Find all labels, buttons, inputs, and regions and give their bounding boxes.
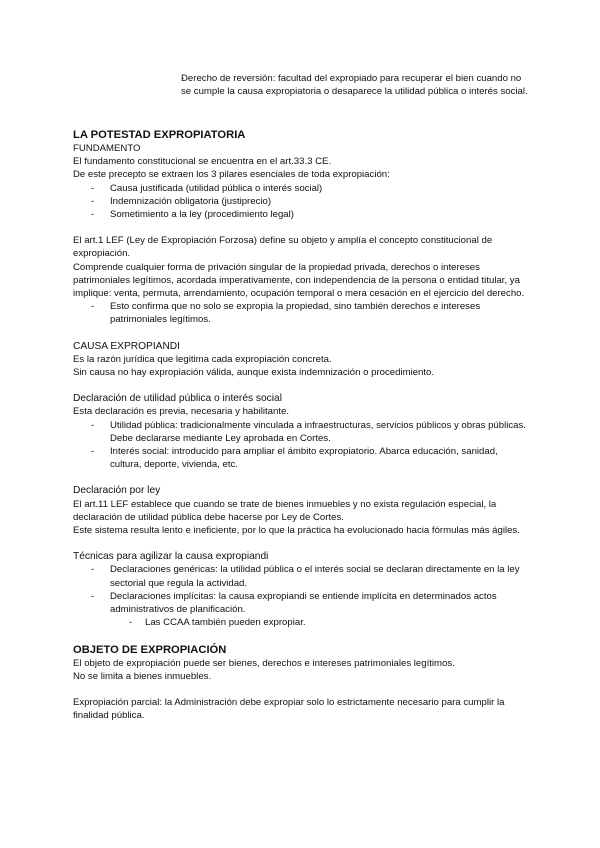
list-item: - Sometimiento a la ley (procedimiento legal) xyxy=(73,208,528,221)
paragraph: Esta declaración es previa, necesaria y habilitante. xyxy=(73,406,289,418)
paragraph: No se limita a bienes inmuebles. xyxy=(73,670,212,682)
list-item: - Declaraciones implícitas: la causa expropiandi se entiende implícita en determinados actos administrativos de planificación. xyxy=(73,590,528,616)
paragraph: El objeto de expropiación puede ser bienes, derechos e intereses patrimoniales legítimos. xyxy=(73,657,455,669)
paragraph: El fundamento constitucional se encuentra en el art.33.3 CE. xyxy=(73,156,332,168)
list-item: - Interés social: introducido para ampliar el ámbito expropiatorio. Abarca educación, sanidad, cultura, deporte, vivienda, etc. xyxy=(73,445,528,471)
list-item: - Indemnización obligatoria (justiprecio) xyxy=(73,195,528,208)
section-title-potestad: LA POTESTAD EXPROPIATORIA xyxy=(73,129,246,141)
paragraph: Este sistema resulta lento e ineficiente, por lo que la práctica ha evolucionado hacia fórmulas más ágiles. xyxy=(73,525,520,537)
section-title-objeto: OBJETO DE EXPROPIACIÓN xyxy=(73,643,227,656)
subheading-declaracion-ley: Declaración por ley xyxy=(73,485,161,497)
paragraph: Expropiación parcial: la Administración debe expropiar solo lo estrictamente necesario para cumplir la finalidad pública. xyxy=(73,696,505,722)
subheading-declaracion-utilidad: Declaración de utilidad pública o interés social xyxy=(73,393,282,405)
nested-list-item: - Las CCAA también pueden expropiar. xyxy=(73,616,528,629)
content-column xyxy=(73,128,528,722)
subheading-tecnicas: Técnicas para agilizar la causa expropiandi xyxy=(73,551,269,563)
list-item: - Derecho de reversión: facultad del expropiado para recuperar el bien cuando no se cumple la causa expropiatoria o desaparece la utilidad pública o interés social. xyxy=(163,72,533,98)
paragraph: Comprende cualquier forma de privación singular de la propiedad privada, derechos o intereses patrimoniales legítimos, acordada imperativamente, con independencia de la persona o entidad titular, ya implique: venta, permuta, arrendamiento, ocupación temporal o mera cesación en el ejercicio del derecho. xyxy=(73,261,525,300)
top-bullet-block xyxy=(163,72,533,98)
paragraph: Sin causa no hay expropiación válida, aunque exista indemnización o procedimiento. xyxy=(73,367,435,379)
list-item: - Esto confirma que no solo se expropia la propiedad, sino también derechos e intereses patrimoniales legítimos. xyxy=(73,300,528,326)
paragraph: Es la razón jurídica que legitima cada expropiación concreta. xyxy=(73,353,332,365)
paragraph: El art.11 LEF establece que cuando se trate de bienes inmuebles y no exista regulación especial, la declaración de utilidad pública debe hacerse por Ley de Cortes. xyxy=(73,498,497,523)
subheading-fundamento: FUNDAMENTO xyxy=(73,143,141,154)
paragraph: El art.1 LEF (Ley de Expropiación Forzosa) define su objeto y amplía el concepto constitucional de expropiación. xyxy=(73,235,493,260)
list-item: - Utilidad pública: tradicionalmente vinculada a infraestructuras, servicios públicos y obras públicas. Debe declararse mediante Ley aprobada en Cortes. xyxy=(73,419,528,445)
subheading-causa-expropiandi: CAUSA EXPROPIANDI xyxy=(73,340,180,352)
list-item: - Causa justificada (utilidad pública o interés social) xyxy=(73,182,528,195)
paragraph: De este precepto se extraen los 3 pilares esenciales de toda expropiación: xyxy=(73,169,390,181)
list-item: - Declaraciones genéricas: la utilidad pública o el interés social se declaran directamente en la ley sectorial que regula la actividad. xyxy=(73,563,528,589)
